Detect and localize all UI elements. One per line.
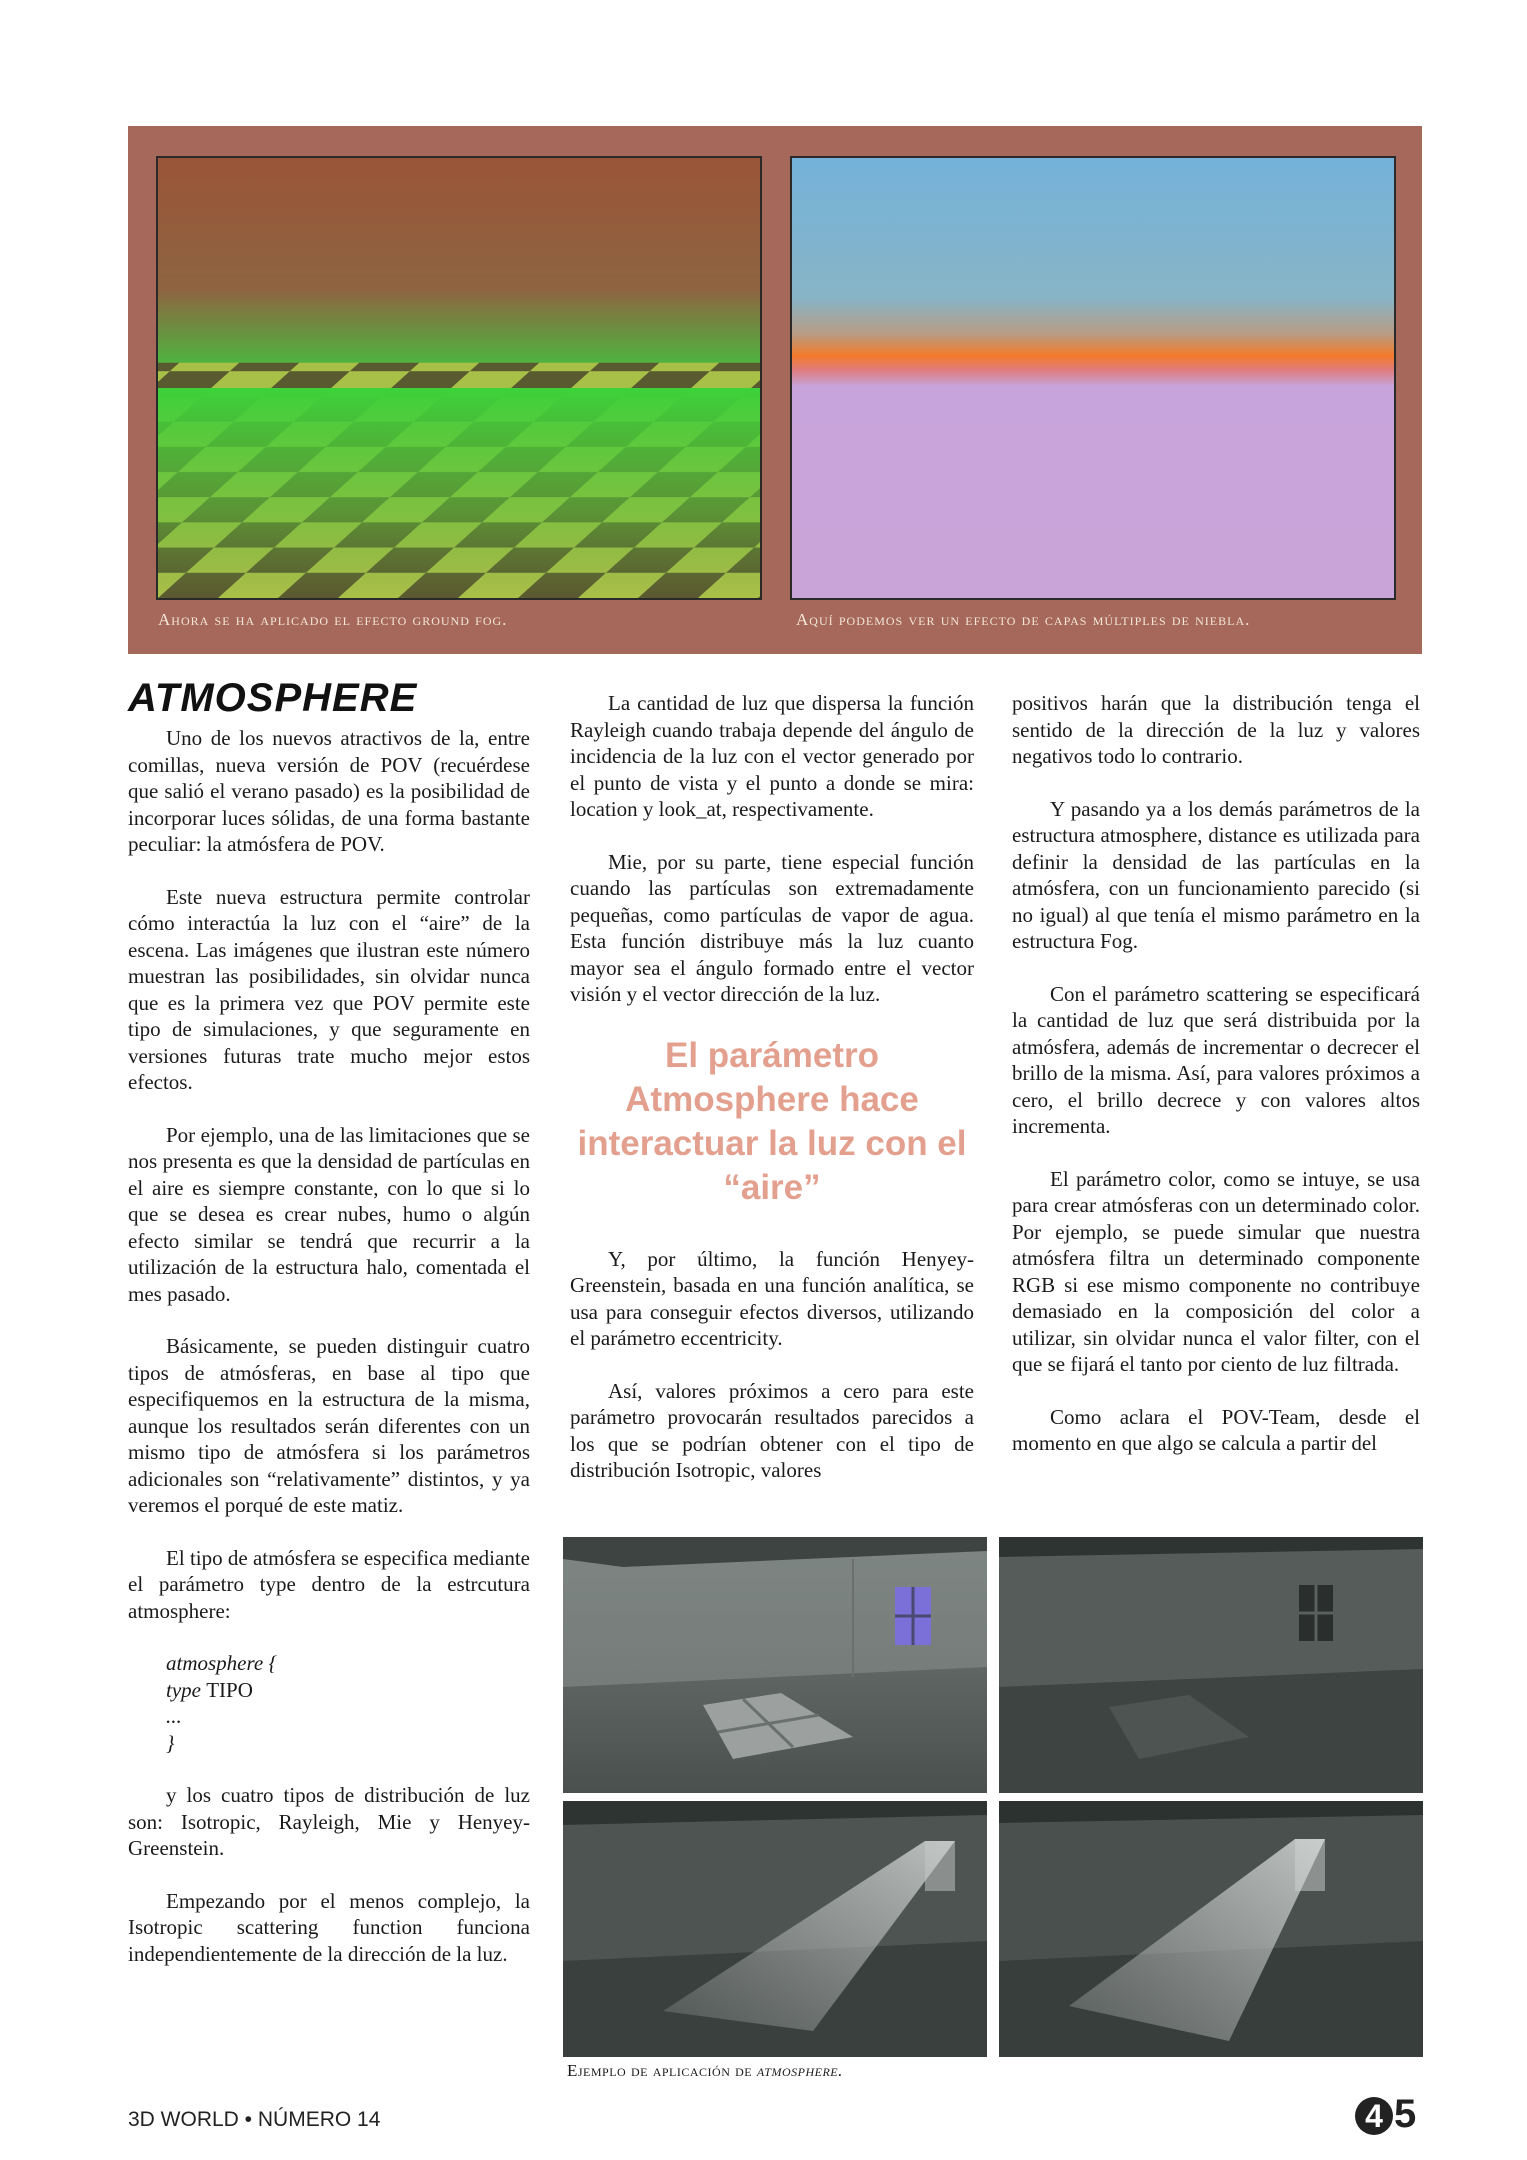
paragraph: Y, por último, la función Henyey-Greenstein, basada en una función analítica, se usa para conseguir efectos diversos, utilizando el parámetro eccentricity.	[570, 1246, 974, 1350]
pull-quote: El parámetro Atmosphere hace interactuar la luz con el “aire”	[577, 1035, 967, 1207]
room-example-3	[563, 1801, 987, 2057]
paragraph: El parámetro color, como se intuye, se usa para crear atmósferas con un determinado color. Por ejemplo, se puede simular que nuestra atmósfera filtra un determinado componente RGB si ese mismo componente no contribuye demasiado en la composición del color a utilizar, sin olvidar nunca el valor filter, con el que se fijará el tanto por ciento de luz filtrada.	[1012, 1166, 1420, 1376]
room-example-1	[563, 1537, 987, 1793]
paragraph: y los cuatro tipos de distribución de luz son: Isotropic, Rayleigh, Mie y Henyey-Greenstein.	[128, 1783, 530, 1860]
top-figure-banner	[128, 126, 1422, 654]
page-number: 4 5	[1355, 2092, 1416, 2137]
paragraph: La cantidad de luz que dispersa la función Rayleigh cuando trabaja depende del ángulo de incidencia de la luz con el vector generado por el punto de vista y el punto a donde se mira: location y look_at, respectivamente.	[570, 691, 974, 821]
paragraph: Mie, por su parte, tiene especial función cuando las partículas son extremadamente pequeñas, como partículas de vapor de agua. Esta función distribuye más la luz cuanto mayor sea el ángulo formado entre el vector visión y el vector dirección de la luz.	[570, 849, 974, 1006]
page-number-circle: 4	[1355, 2097, 1393, 2135]
paragraph: Con el parámetro scattering se especificará la cantidad de luz que será distribuida por la atmósfera, además de incrementar o decrecer el brillo de la misma. Así, para valores próximos a cero, el brillo decrece y con valores altos incrementa.	[1012, 981, 1420, 1138]
paragraph: Este nueva estructura permite controlar cómo interactúa la luz con el “aire” de la escena. Las imágenes que ilustran este número muestran las posibilidades, sin olvidar nunca que es la primera vez que POV permite este tipo de simulaciones, y que seguramente en versiones futuras trate mucho mejor estos efectos.	[128, 884, 530, 1094]
paragraph: Y pasando ya a los demás parámetros de la estructura atmosphere, distance es utilizada para definir la densidad de las partículas en la atmósfera, con un funcionamiento parecido (si no igual) al que tenía el mismo parámetro en la estructura Fog.	[1012, 796, 1420, 953]
caption-fog-layers: Aquí podemos ver un efecto de capas múltiples de niebla.	[796, 610, 1251, 629]
paragraph: Así, valores próximos a cero para este parámetro provocarán resultados parecidos a los que se podrían obtener con el tipo de distribución Isotropic, valores	[570, 1378, 974, 1482]
code-line: }	[166, 1730, 175, 1755]
paragraph: El tipo de atmósfera se especifica mediante el parámetro type dentro de la estrcutura atmosphere:	[128, 1545, 530, 1623]
paragraph: Uno de los nuevos atractivos de la, entre comillas, nueva versión de POV (recuérdese que salió el verano pasado) es la posibilidad de incorporar luces sólidas, de una forma bastante peculiar: la atmósfera de POV.	[128, 726, 530, 856]
code-line: ...	[166, 1704, 182, 1728]
code-line: type TIPO	[166, 1677, 253, 1702]
code-block	[166, 1650, 530, 1756]
paragraph: Por ejemplo, una de las limitaciones que se nos presenta es que la densidad de partículas en el aire es siempre constante, con lo que si lo que se desea es crear nubes, humo o algún efecto similar se tendrá que recurrir a la utilización de la estructura halo, comentada el mes pasado.	[128, 1122, 530, 1306]
article-title: ATMOSPHERE	[128, 676, 418, 720]
figure-caption: Ejemplo de aplicación de atmosphere.	[567, 2061, 843, 2080]
column-3	[1012, 690, 1420, 1483]
grid-divider-horizontal	[563, 1793, 1423, 1801]
atmosphere-examples-figure	[563, 1537, 1423, 2057]
paragraph: Básicamente, se pueden distinguir cuatro tipos de atmósferas, en base al tipo que especifiquemos en la estructura de la misma, aunque los resultados serán diferentes con un mismo tipo de atmósfera si los parámetros adicionales son “relativamente” distintos, y ya veremos el porqué de este matiz.	[128, 1334, 530, 1517]
ground-fog-image	[156, 156, 762, 600]
room-example-4	[999, 1801, 1423, 2057]
column-2	[570, 690, 974, 1510]
room-example-2	[999, 1537, 1423, 1793]
paragraph: Empezando por el menos complejo, la Isotropic scattering function funciona independientemente de la dirección de la luz.	[128, 1888, 530, 1966]
caption-ground-fog: Ahora se ha aplicado el efecto ground fog.	[158, 610, 508, 629]
code-line: atmosphere {	[166, 1651, 277, 1675]
paragraph: Como aclara el POV-Team, desde el momento en que algo se calcula a partir del	[1012, 1404, 1420, 1455]
paragraph: positivos harán que la distribución tenga el sentido de la dirección de la luz y valores negativos todo lo contrario.	[1012, 691, 1420, 768]
multiple-fog-layers-image	[790, 156, 1396, 600]
magazine-footer: 3D WORLD • NÚMERO 14	[128, 2108, 381, 2131]
column-1	[128, 725, 530, 1993]
